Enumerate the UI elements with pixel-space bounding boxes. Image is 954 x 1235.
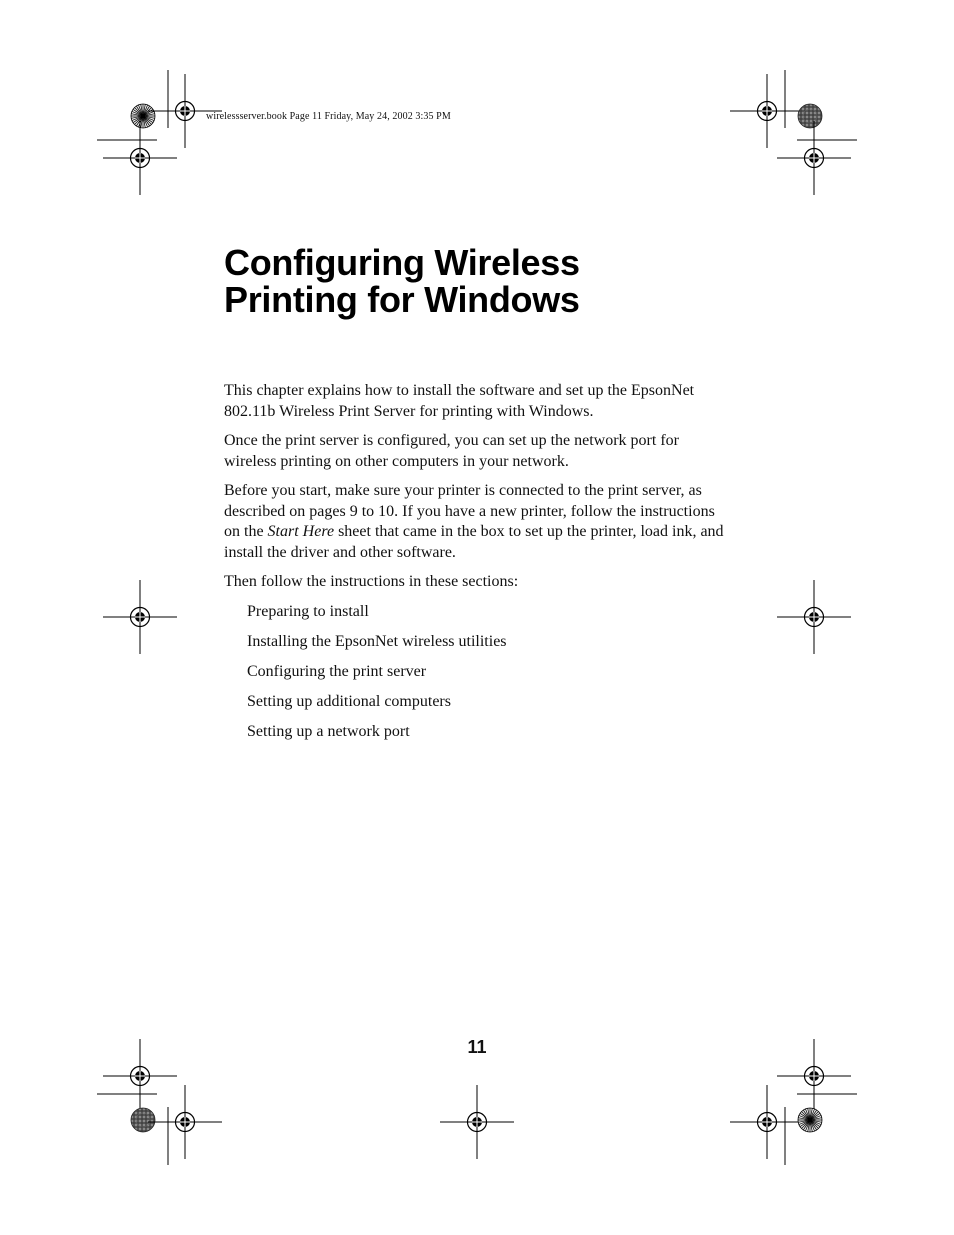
registration-mark	[103, 121, 177, 195]
chapter-body	[224, 381, 734, 752]
registration-mark	[148, 1085, 222, 1159]
section-list-item: Setting up additional computers	[247, 692, 451, 710]
before-start-paragraph	[224, 481, 734, 563]
intro-paragraph: This chapter explains how to install the software and set up the EpsonNet 802.11b Wireless Print Server for printing with Windows.	[224, 382, 695, 420]
registration-mark	[440, 1085, 514, 1159]
start-here-reference: Start Here	[267, 523, 335, 540]
registration-mark	[777, 580, 851, 654]
registration-mark	[777, 121, 851, 195]
gray-wheel-mark	[131, 1108, 155, 1132]
section-list	[224, 602, 734, 743]
chapter-title-line: Configuring Wireless	[224, 242, 580, 283]
configure-paragraph: Once the print server is configured, you can set up the network port for wireless printing on other computers in your network.	[224, 432, 679, 470]
registration-mark	[730, 74, 804, 148]
paragraph-text: Before you start, make sure your printer is connected to the print server, as described on pages 9 to 10. If you have a new printer, follow the instructions on the	[224, 482, 715, 540]
section-list-item: Preparing to install	[247, 602, 369, 620]
section-list-item: Configuring the print server	[247, 662, 427, 680]
chapter-title-line: Printing for Windows	[224, 279, 580, 320]
gray-wheel-mark	[798, 104, 822, 128]
page-number: 11	[467, 1037, 487, 1057]
registration-mark	[730, 1085, 804, 1159]
print-slug: wirelessserver.book Page 11 Friday, May 24, 2002 3:35 PM	[206, 111, 451, 122]
registration-mark	[103, 580, 177, 654]
color-wheel-mark	[798, 1108, 822, 1132]
paragraph-text: sheet that came in the box to set up the printer, load ink, and install the driver and other software.	[224, 523, 724, 561]
section-list-item: Setting up a network port	[247, 722, 410, 740]
sections-lead-paragraph: Then follow the instructions in these sections:	[224, 573, 519, 590]
color-wheel-mark	[131, 104, 155, 128]
chapter-title	[224, 244, 580, 318]
section-list-item: Installing the EpsonNet wireless utilities	[247, 632, 507, 650]
